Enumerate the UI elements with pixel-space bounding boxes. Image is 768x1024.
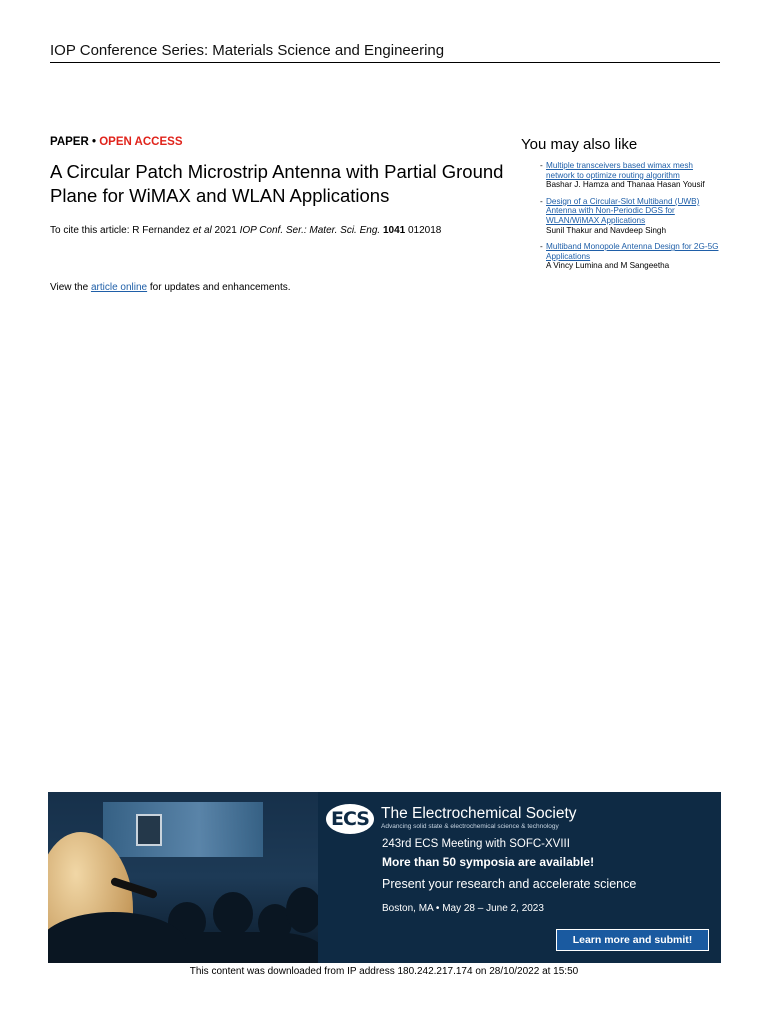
related-articles (521, 136, 721, 278)
paper-label: PAPER (50, 136, 89, 148)
view-online-line (50, 282, 291, 293)
related-item-authors: Sunil Thakur and Navdeep Singh (546, 225, 667, 235)
list-dash: - (540, 196, 543, 206)
paper-type-label (50, 136, 183, 148)
list-dash: - (540, 242, 543, 252)
conference-speaker-photo (48, 792, 318, 963)
cite-prefix: To cite this article: R Fernandez (50, 225, 193, 236)
wall-frame (136, 814, 162, 846)
cite-journal: IOP Conf. Ser.: Mater. Sci. Eng. (239, 225, 381, 236)
cite-number: 012018 (405, 225, 442, 236)
related-heading: You may also like (521, 136, 638, 153)
related-item-link[interactable]: Design of a Circular-Slot Multiband (UWB) Antenna with Non-Periodic DGS for WLAN/WiMAX Applications (546, 196, 700, 225)
related-item (521, 242, 721, 271)
open-access-label: OPEN ACCESS (99, 136, 183, 148)
related-item-authors: A Vincy Lumina and M Sangeetha (546, 261, 670, 271)
view-prefix: View the (50, 282, 91, 293)
audience-head (286, 887, 318, 933)
speaker-shoulder (48, 912, 188, 963)
article-title: A Circular Patch Microstrip Antenna with Partial Ground Plane for WiMAX and WLAN Applications (50, 161, 504, 206)
audience-head (213, 892, 253, 936)
list-dash: - (540, 161, 543, 170)
symposia-text: More than 50 symposia are available! (382, 855, 595, 869)
label-separator: • (88, 136, 100, 148)
related-item (521, 161, 721, 190)
related-item-authors: Bashar J. Hamza and Thanaa Hasan Yousif (546, 180, 705, 190)
location-dates: Boston, MA • May 28 – June 2, 2023 (382, 903, 544, 914)
cite-volume: 1041 (382, 225, 406, 236)
presentation-screen (103, 802, 263, 857)
download-note: This content was downloaded from IP address 180.242.217.174 on 28/10/2022 at 15:50 (189, 966, 579, 977)
related-item (521, 197, 721, 235)
society-tagline: Advancing solid state & electrochemical science & technology (381, 823, 559, 830)
related-item-link[interactable]: Multiband Monopole Antenna Design for 2G-5G Applications (546, 242, 719, 261)
ecs-advertisement-banner[interactable] (48, 792, 721, 963)
citation-line (50, 225, 441, 236)
ecs-logo: ECS (326, 804, 374, 834)
learn-more-button[interactable]: Learn more and submit! (556, 929, 709, 951)
cite-year: 2021 (211, 225, 240, 236)
society-name: The Electrochemical Society (381, 805, 577, 822)
present-research-text: Present your research and accelerate science (382, 877, 637, 891)
journal-header: IOP Conference Series: Materials Science and Engineering (50, 42, 720, 63)
view-suffix: for updates and enhancements. (147, 282, 291, 293)
article-online-link[interactable]: article online (90, 282, 148, 293)
related-item-link[interactable]: Multiple transceivers based wimax mesh network to optimize routing algorithm (546, 161, 693, 180)
meeting-title: 243rd ECS Meeting with SOFC-XVIII (382, 838, 570, 850)
cite-etal: et al (192, 225, 212, 236)
